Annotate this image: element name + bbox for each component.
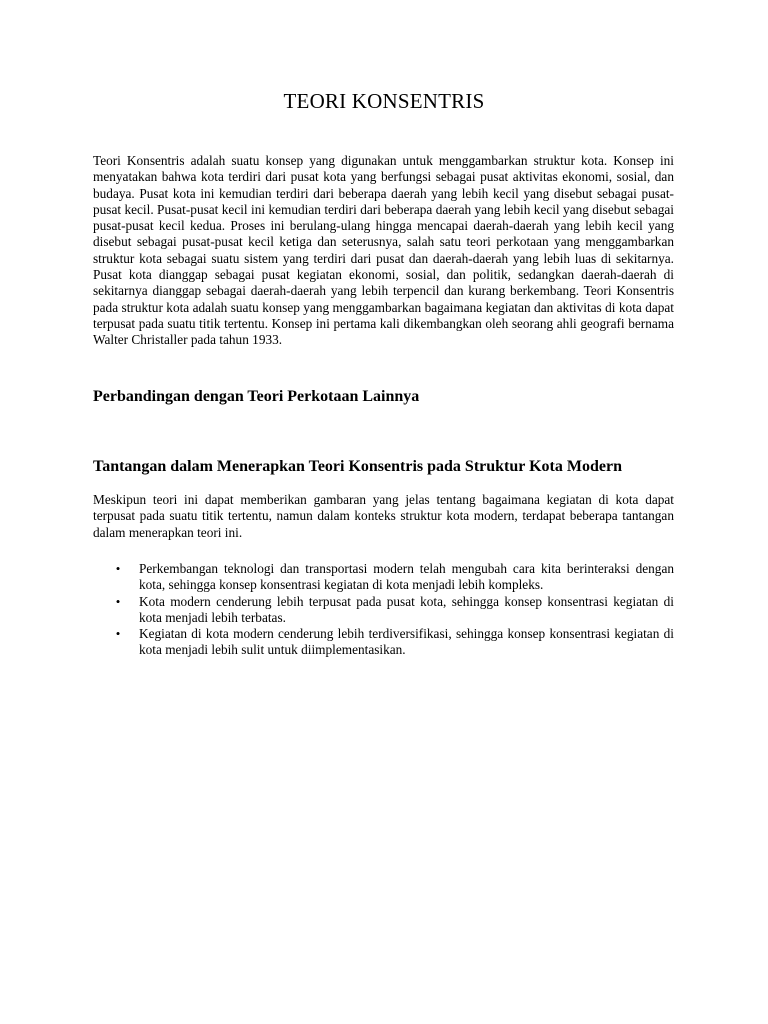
heading-challenges: Tantangan dalam Menerapkan Teori Konsentris pada Struktur Kota Modern bbox=[93, 458, 622, 475]
list-item-text: Kota modern cenderung lebih terpusat pada pusat kota, sehingga konsep konsentrasi kegiatan di kota menjadi lebih terbatas. bbox=[139, 593, 674, 625]
list-item bbox=[93, 626, 674, 659]
list-item-text: Perkembangan teknologi dan transportasi modern telah mengubah cara kita berinteraksi dengan kota, sehingga konsep konsentrasi kegiatan di kota menjadi lebih kompleks. bbox=[139, 561, 674, 593]
bullet-icon: • bbox=[115, 626, 121, 642]
list-item-text: Kegiatan di kota modern cenderung lebih terdiversifikasi, sehingga konsep konsentrasi kegiatan di kota menjadi lebih sulit untuk diimplementasikan. bbox=[139, 626, 674, 658]
bullet-icon: • bbox=[115, 561, 121, 576]
challenges-paragraph: Meskipun teori ini dapat memberikan gambaran yang jelas tentang bagaimana kegiatan di kota dapat terpusat pada suatu titik tertentu, namun dalam konteks struktur kota modern, terdapat beberapa tantangan dalam menerapkan teori ini. bbox=[93, 492, 674, 540]
challenges-list bbox=[93, 561, 674, 659]
document-title: TEORI KONSENTRIS bbox=[283, 89, 485, 113]
bullet-icon: • bbox=[115, 593, 121, 609]
list-item bbox=[93, 561, 674, 594]
intro-paragraph: Teori Konsentris adalah suatu konsep yang digunakan untuk menggambarkan struktur kota. Konsep ini menyatakan bahwa kota terdiri dari pusat kota yang berfungsi sebagai pusat aktivitas ekonomi, sosial, dan budaya. Pusat kota ini kemudian terdiri dari beberapa daerah yang lebih kecil yang disebut sebagai pusat-pusat kecil. Pusat-pusat kecil ini kemudian terdiri dari beberapa daerah yang lebih kecil yang disebut sebagai pusat-pusat kecil kedua. Proses ini berulang-ulang hingga mencapai daerah-daerah yang lebih kecil yang disebut sebagai pusat-pusat kecil ketiga dan seterusnya, salah satu teori perkotaan yang menggambarkan struktur kota sebagai suatu sistem yang terdiri dari pusat dan daerah-daerah yang lebih luas di sekitarnya. Pusat kota dianggap sebagai pusat kegiatan ekonomi, sosial, dan politik, sedangkan daerah-daerah di sekitarnya dianggap sebagai daerah-daerah yang lebih terpencil dan kurang berkembang. Teori Konsentris pada struktur kota adalah suatu konsep yang menggambarkan bagaimana kegiatan dan aktivitas di kota dapat terpusat pada suatu titik tertentu. Konsep ini pertama kali dikembangkan oleh seorang ahli geografi bernama Walter Christaller pada tahun 1933. bbox=[93, 153, 674, 348]
heading-comparison: Perbandingan dengan Teori Perkotaan Lainnya bbox=[93, 388, 420, 405]
list-item bbox=[93, 594, 674, 627]
